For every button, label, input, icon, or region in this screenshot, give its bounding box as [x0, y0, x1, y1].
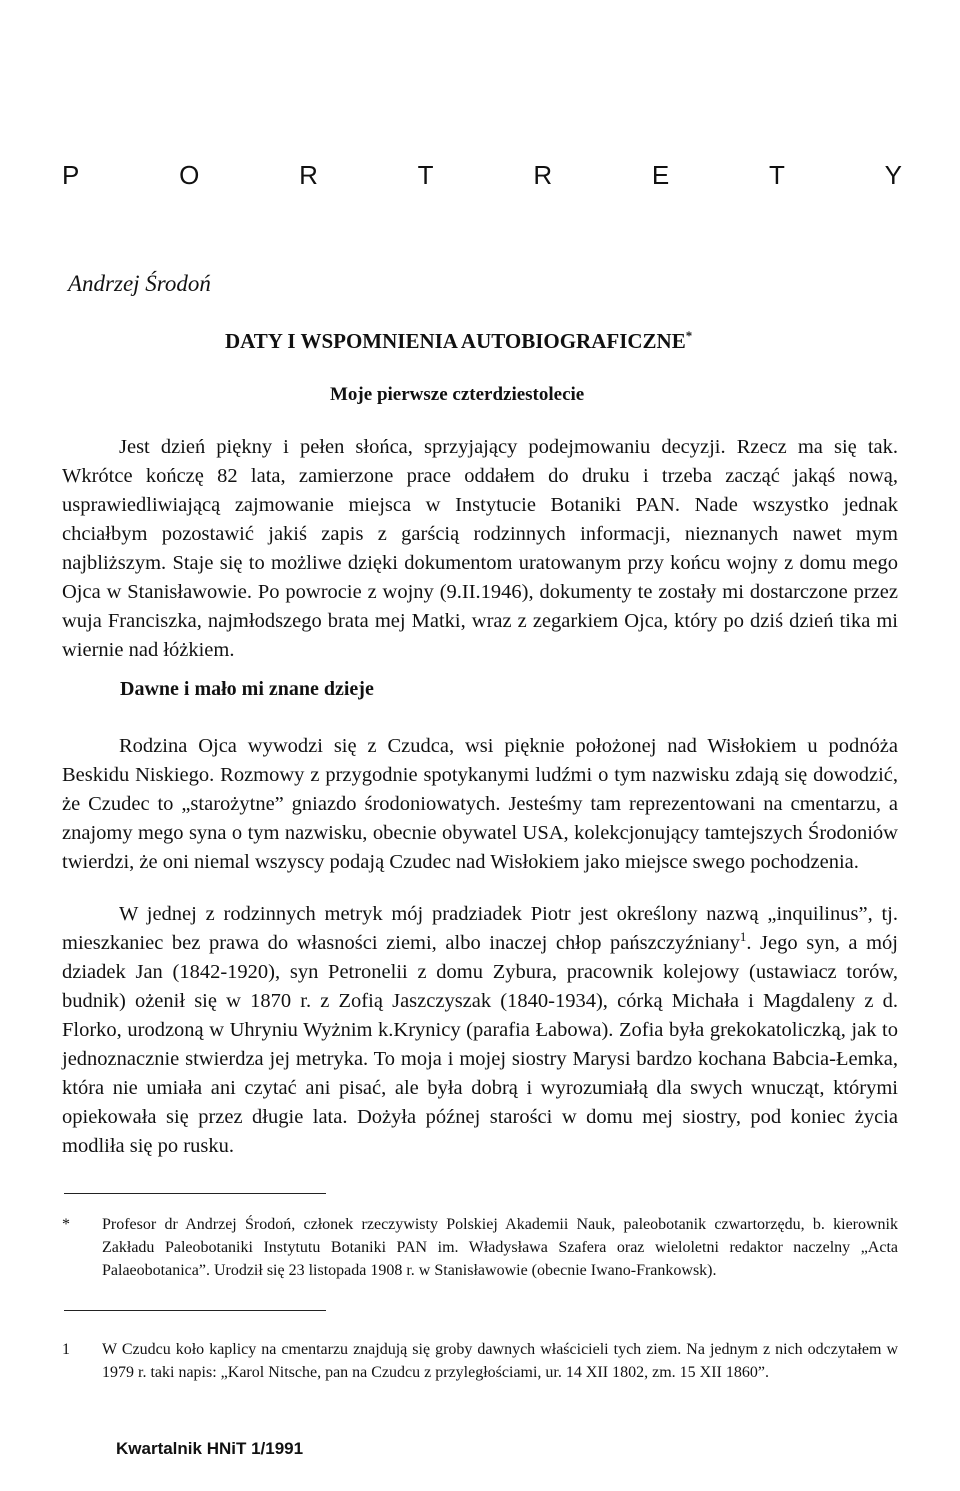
article-title: [225, 328, 692, 354]
section-title: [62, 160, 902, 190]
journal-footer: Kwartalnik HNiT 1/1991: [116, 1439, 304, 1458]
footnote-text: W Czudcu koło kaplicy na cmentarzu znajdują się groby dawnych właścicieli tych ziem. Na jednym z nich odczytałem w 1979 r. taki napis: „Karol Nitsche, pan na Czudcu z przyległościami, ur. 14 XII 1802, zm. 15 XII 1860”.: [102, 1341, 898, 1381]
section-title-letter: O: [179, 160, 200, 190]
article-title-footnote-mark[interactable]: *: [685, 328, 693, 343]
footnote-reference-1[interactable]: 1: [739, 929, 747, 945]
footnote-mark: *: [62, 1216, 70, 1233]
footnote-text: Profesor dr Andrzej Środoń, członek rzeczywisty Polskiej Akademii Nauk, paleobotanik czwartorzędu, b. kierownik Zakładu Paleobotaniki Instytutu Botaniki PAN im. Władysława Szafera oraz wieloletni redaktor naczelny „Acta Palaeobotanica”. Urodził się 23 listopada 1908 r. w Stanisławowie (obecnie Iwano-Frankowsk).: [102, 1216, 898, 1279]
footnote-separator: [64, 1310, 326, 1311]
section-title-letter: Y: [884, 160, 902, 190]
section-title-letter: P: [62, 160, 80, 190]
body-paragraph-3: [62, 900, 898, 1161]
section-title-letter: E: [651, 160, 670, 190]
section-title-letter: R: [299, 160, 318, 190]
body-paragraph-3-part-1: W jednej z rodzinnych metryk mój pradziadek Piotr jest określony nazwą „inquilinus”, tj. mieszkaniec bez prawa do własności ziemi, albo inaczej chłop pańszczyźniany: [62, 903, 898, 954]
section-subheading: Dawne i mało mi znane dzieje: [120, 678, 374, 700]
body-paragraph-2: Rodzina Ojca wywodzi się z Czudca, wsi pięknie położonej nad Wisłokiem u podnóża Beskidu Niskiego. Rozmowy z przygodnie spotykanymi ludźmi o tym nazwisku zdają się dowodzić, że Czudec to „starożytne” gniazdo środoniowatych. Jesteśmy tam reprezentowani na cmentarzu, a znajomy mego syna o tym nazwisku, obecnie obywatel USA, kolekcjonujący tamtejszych Środoniów twierdzi, że oni niemal wszyscy podają Czudec nad Wisłokiem jako miejsce swego pochodzenia.: [62, 735, 898, 873]
footnote-author: [62, 1213, 898, 1282]
author-name: Andrzej Środoń: [68, 271, 211, 296]
section-title-letter: T: [768, 160, 785, 190]
article-title-text: DATY I WSPOMNIENIA AUTOBIOGRAFICZNE: [225, 329, 686, 353]
footnote-mark: 1: [62, 1341, 70, 1358]
section-title-letter: R: [533, 160, 553, 190]
footnote-separator: [64, 1193, 326, 1194]
section-title-letter: T: [417, 160, 434, 190]
body-paragraph-3-part-2: . Jego syn, a mój dziadek Jan (1842-1920), syn Petronelii z domu Zybura, pracownik kolejowy (ustawiacz torów, budnik) ożenił się w 1870 r. z Zofią Jaszczyszak (1840-1934), córką Michała i Magdaleny z d. Florko, urodzoną w Uhryniu Wyżnim k.Krynicy (parafia Łabowa). Zofia była grekokatoliczką, jak to jednoznacznie stwierdza jej metryka. To moja i mojej siostry Marysi bardzo kochana Babcia-Łemka, która nie umiała ani czytać ani pisać, ale była dobrą i wyrozumiałą dla swych wnucząt, którymi opiekowała się przez długie lata. Dożyła późnej starości w domu mej siostry, pod koniec życia modliła się po rusku.: [62, 932, 898, 1157]
footnote-1: [62, 1338, 898, 1384]
body-paragraph-1: Jest dzień piękny i pełen słońca, sprzyjający podejmowaniu decyzji. Rzecz ma się tak. Wkrótce kończę 82 lata, zamierzone prace oddałem do druku i trzeba zacząć jakąś nową, usprawiedliwiającą zajmowanie miejsca w Instytucie Botaniki PAN. Nade wszystko jednak chciałbym pozostawić jakiś zapis z garścią rodzinnych informacji, nieznanych nawet mym najbliższym. Staje się to możliwe dzięki dokumentom uratowanym przy końcu wojny z domu mego Ojca w Stanisławowie. Po powrocie z wojny (9.II.1946), dokumenty te zostały mi dostarczone przez wuja Franciszka, najmłodszego brata mej Matki, wraz z zegarkiem Ojca, który po dziś dzień tika mi wiernie nad łóżkiem.: [62, 436, 898, 661]
article-subtitle: Moje pierwsze czterdziestolecie: [330, 384, 585, 405]
